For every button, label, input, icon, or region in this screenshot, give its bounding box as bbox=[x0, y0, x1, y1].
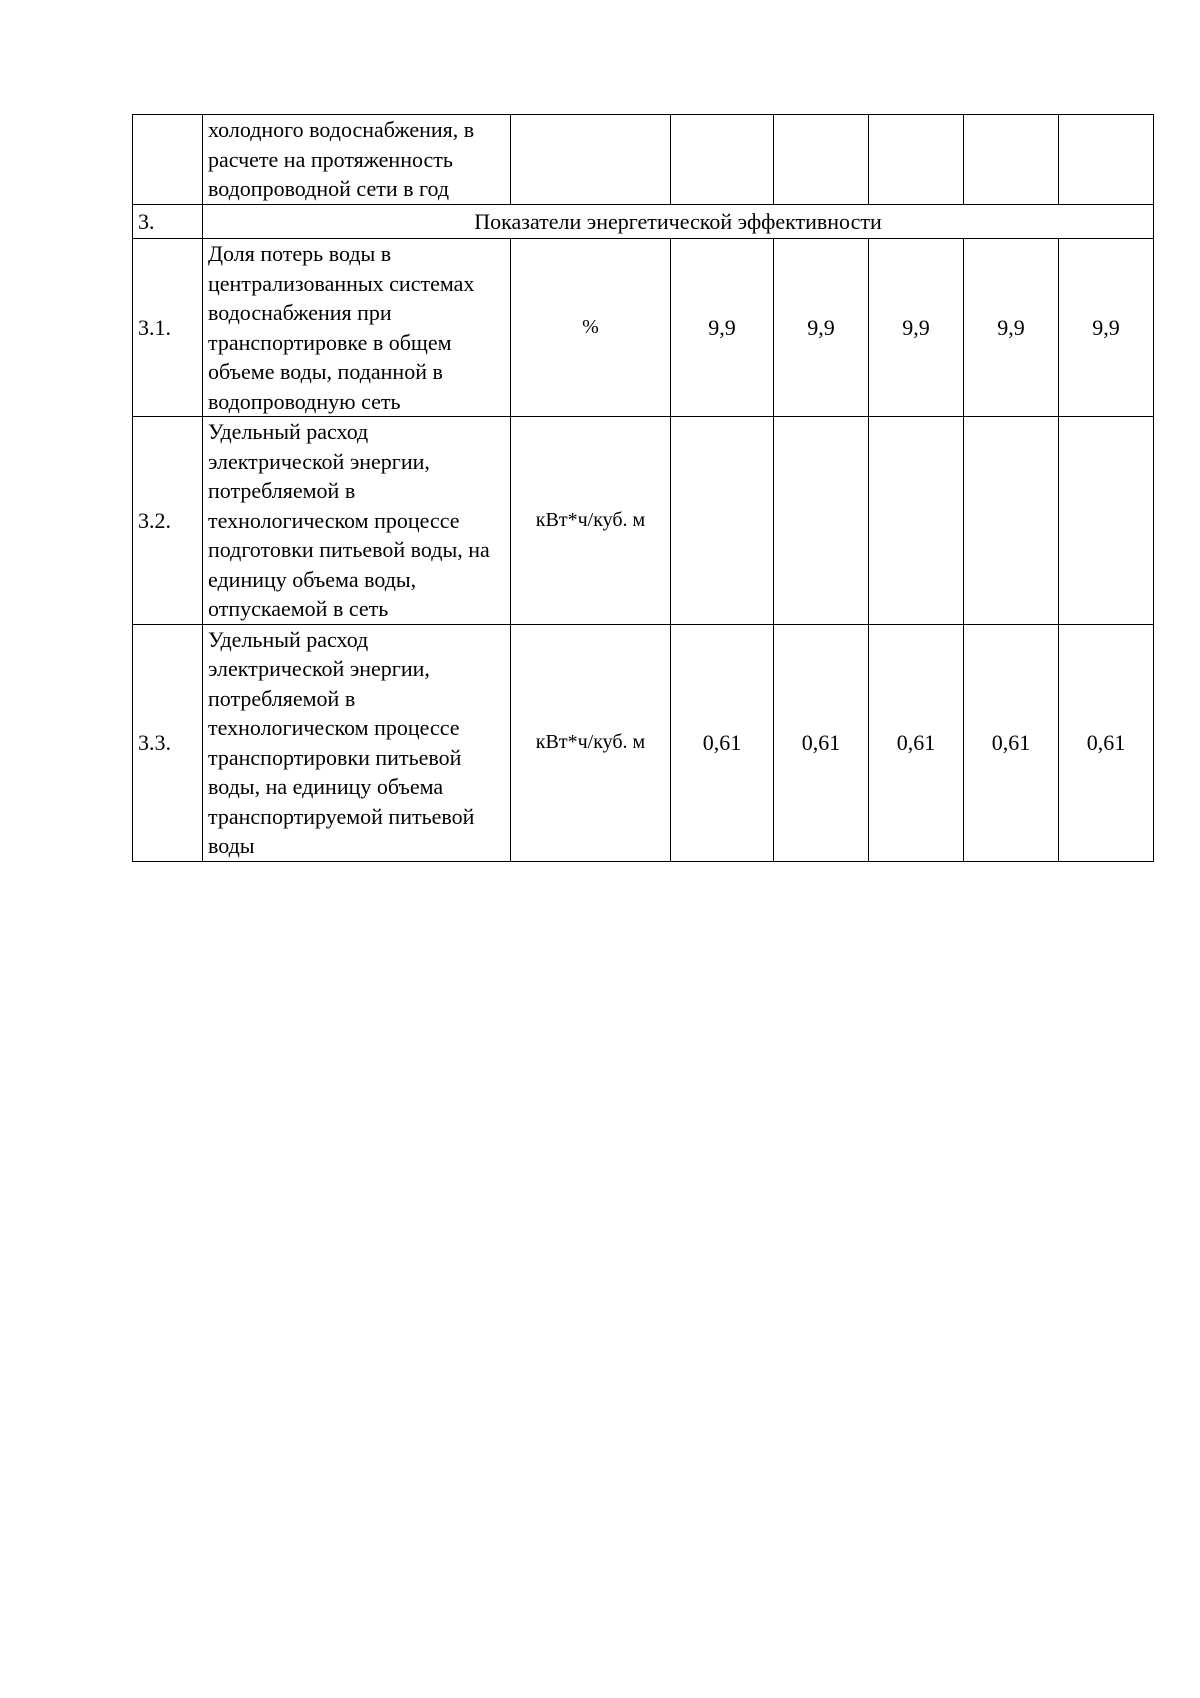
row-number: 3.3. bbox=[133, 624, 203, 861]
value-cell bbox=[964, 417, 1059, 625]
value-cell: 9,9 bbox=[774, 239, 869, 417]
value-cell bbox=[1059, 115, 1154, 205]
table-row bbox=[133, 239, 1154, 417]
unit-cell: % bbox=[511, 239, 671, 417]
value-cell: 9,9 bbox=[671, 239, 774, 417]
value-cell bbox=[964, 115, 1059, 205]
row-number bbox=[133, 115, 203, 205]
unit-cell: кВт*ч/куб. м bbox=[511, 624, 671, 861]
value-cell bbox=[671, 115, 774, 205]
row-number: 3.1. bbox=[133, 239, 203, 417]
table-row-continued bbox=[133, 115, 1154, 205]
indicator-name: Доля потерь воды в централизованных системах водоснабжения при транспортировке в общем объеме воды, поданной в водопроводную сеть bbox=[203, 239, 511, 417]
indicator-name: холодного водоснабжения, в расчете на протяженность водопроводной сети в год bbox=[203, 115, 511, 205]
value-cell: 0,61 bbox=[774, 624, 869, 861]
indicator-name: Удельный расход электрической энергии, потребляемой в технологическом процессе транспортировки питьевой воды, на единицу объема транспортируемой питьевой воды bbox=[203, 624, 511, 861]
value-cell bbox=[1059, 417, 1154, 625]
indicators-table bbox=[132, 114, 1154, 862]
value-cell: 0,61 bbox=[671, 624, 774, 861]
value-cell: 9,9 bbox=[964, 239, 1059, 417]
value-cell bbox=[869, 417, 964, 625]
value-cell: 9,9 bbox=[869, 239, 964, 417]
row-number: 3.2. bbox=[133, 417, 203, 625]
value-cell bbox=[774, 417, 869, 625]
table-row bbox=[133, 624, 1154, 861]
value-cell: 0,61 bbox=[964, 624, 1059, 861]
section-header-row bbox=[133, 205, 1154, 239]
value-cell: 9,9 bbox=[1059, 239, 1154, 417]
section-title: Показатели энергетической эффективности bbox=[203, 205, 1154, 239]
value-cell bbox=[869, 115, 964, 205]
value-cell: 0,61 bbox=[1059, 624, 1154, 861]
section-number: 3. bbox=[133, 205, 203, 239]
indicator-name: Удельный расход электрической энергии, потребляемой в технологическом процессе подготовки питьевой воды, на единицу объема воды, отпускаемой в сеть bbox=[203, 417, 511, 625]
value-cell bbox=[671, 417, 774, 625]
value-cell: 0,61 bbox=[869, 624, 964, 861]
value-cell bbox=[774, 115, 869, 205]
unit-cell bbox=[511, 115, 671, 205]
table-row bbox=[133, 417, 1154, 625]
unit-cell: кВт*ч/куб. м bbox=[511, 417, 671, 625]
